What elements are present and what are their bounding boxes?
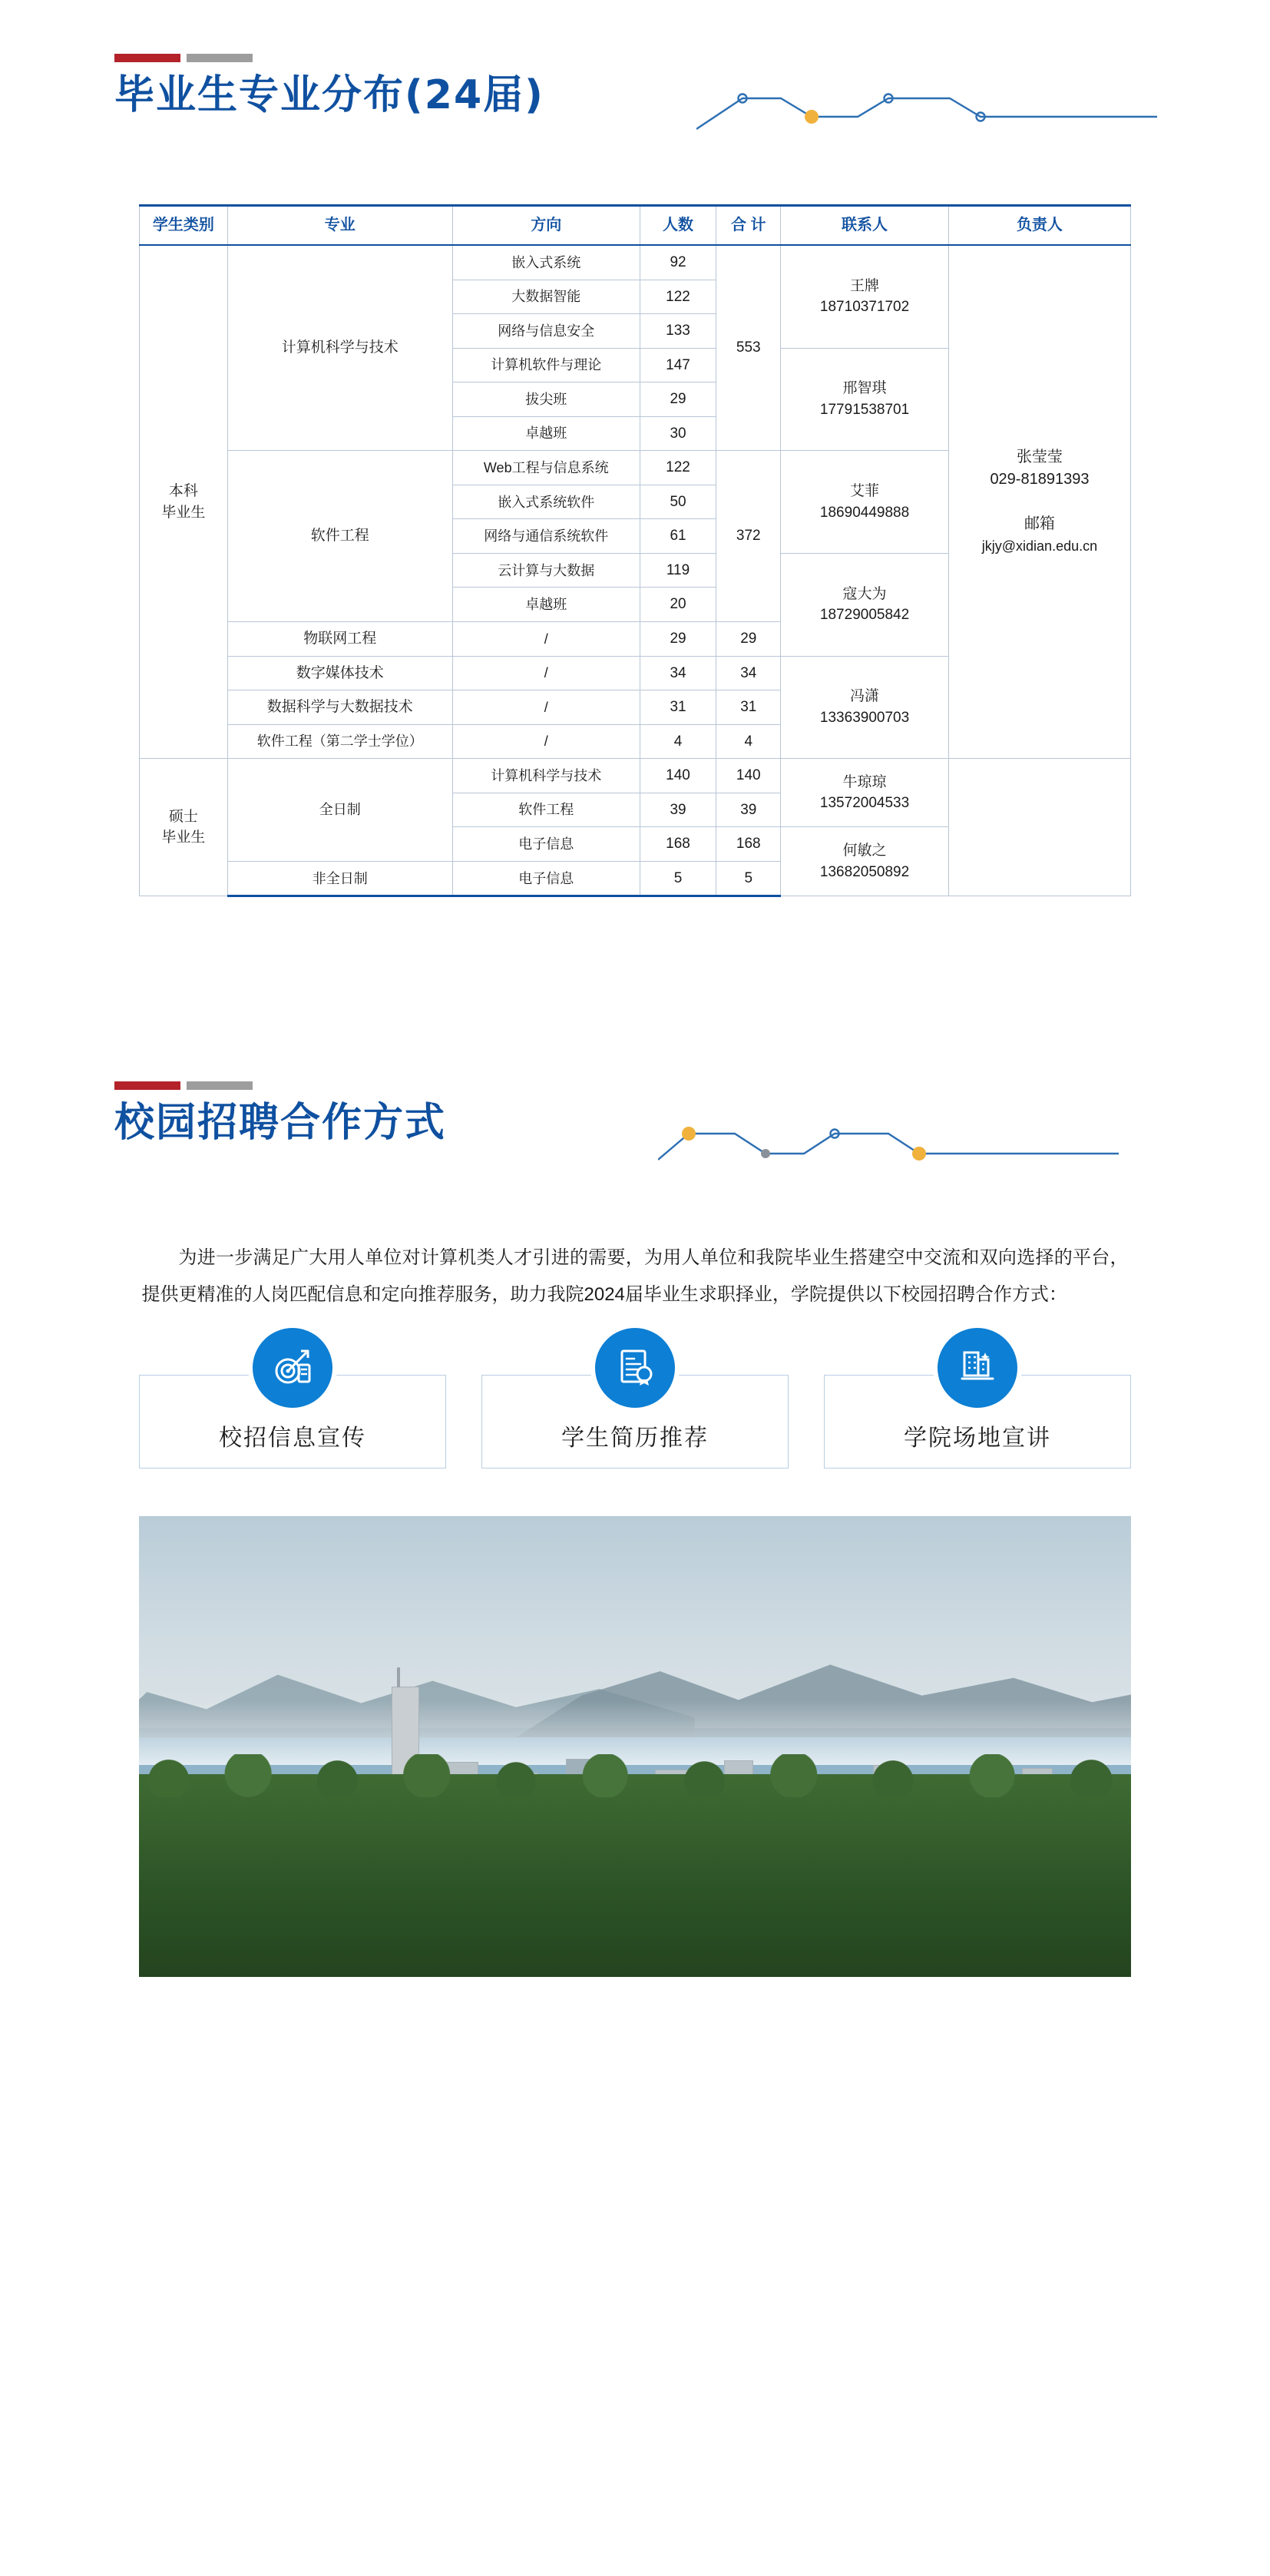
cell-mode-parttime: 非全日制 bbox=[227, 861, 452, 896]
cell-owner bbox=[948, 245, 1130, 759]
target-megaphone-icon bbox=[253, 1328, 332, 1408]
owner-mail: jkjy@xidian.edu.cn bbox=[981, 538, 1098, 555]
cell-major-se2: 软件工程（第二学士学位） bbox=[227, 724, 452, 759]
cell-major-ds: 数据科学与大数据技术 bbox=[227, 690, 452, 725]
owner-name: 张莹莹 bbox=[1016, 449, 1063, 466]
section-cooperation-header bbox=[90, 1074, 1180, 1197]
cell-count: 39 bbox=[640, 793, 716, 827]
contact-phone: 18710371702 bbox=[819, 299, 910, 316]
cell-count: 20 bbox=[640, 588, 716, 622]
accent-bar-red bbox=[114, 1081, 180, 1090]
cell-total: 4 bbox=[716, 724, 781, 759]
table-row bbox=[140, 759, 1131, 793]
cell-major: 电子信息 bbox=[452, 827, 640, 862]
cooperation-card-1-label: 校招信息宣传 bbox=[219, 1425, 366, 1452]
cell-direction: 云计算与大数据 bbox=[452, 553, 640, 588]
accent-bar-gray bbox=[187, 1081, 253, 1090]
cell-count: 29 bbox=[640, 622, 716, 657]
cell-mode-fulltime: 全日制 bbox=[227, 759, 452, 862]
contact-phone: 18729005842 bbox=[819, 607, 910, 624]
cell-contact-1 bbox=[781, 245, 949, 348]
cell-direction: / bbox=[452, 724, 640, 759]
majors-table-container bbox=[139, 204, 1131, 897]
cell-direction: 网络与信息安全 bbox=[452, 314, 640, 349]
cell-direction: Web工程与信息系统 bbox=[452, 451, 640, 485]
category-line-2: 毕业生 bbox=[161, 504, 206, 521]
majors-table-body bbox=[140, 245, 1131, 896]
contact-phone: 17791538701 bbox=[819, 401, 910, 418]
cooperation-card-1[interactable] bbox=[139, 1375, 446, 1468]
th-owner: 负责人 bbox=[948, 206, 1130, 246]
cell-count: 50 bbox=[640, 485, 716, 519]
cell-major: 电子信息 bbox=[452, 861, 640, 896]
table-header-row bbox=[140, 206, 1131, 246]
cell-count: 29 bbox=[640, 382, 716, 417]
cell-total: 168 bbox=[716, 827, 781, 862]
majors-table bbox=[139, 204, 1131, 897]
cell-direction: / bbox=[452, 690, 640, 725]
cell-direction: 网络与通信系统软件 bbox=[452, 519, 640, 554]
cell-count: 168 bbox=[640, 827, 716, 862]
cell-contact-5 bbox=[781, 656, 949, 759]
section-cooperation bbox=[90, 1074, 1180, 1977]
cell-direction: 嵌入式系统 bbox=[452, 245, 640, 280]
cooperation-card-2[interactable] bbox=[481, 1375, 789, 1468]
section-cooperation-title: 校园招聘合作方式 bbox=[114, 1100, 447, 1147]
table-row bbox=[140, 245, 1131, 280]
cell-count: 4 bbox=[640, 724, 716, 759]
contact-phone: 13682050892 bbox=[819, 863, 910, 880]
cell-major: 计算机科学与技术 bbox=[452, 759, 640, 793]
cell-count: 34 bbox=[640, 656, 716, 690]
cooperation-cards bbox=[139, 1375, 1131, 1468]
cell-count: 61 bbox=[640, 519, 716, 554]
cell-count: 133 bbox=[640, 314, 716, 349]
contact-name: 邢智琪 bbox=[842, 380, 887, 397]
th-category: 学生类别 bbox=[140, 206, 228, 246]
cell-total: 29 bbox=[716, 622, 781, 657]
section-majors bbox=[90, 0, 1180, 897]
th-major: 专业 bbox=[227, 206, 452, 246]
cell-direction: 计算机软件与理论 bbox=[452, 348, 640, 382]
cell-direction: 卓越班 bbox=[452, 588, 640, 622]
cell-count: 140 bbox=[640, 759, 716, 793]
cell-owner-blank bbox=[948, 759, 1130, 896]
cell-total: 31 bbox=[716, 690, 781, 725]
cell-count: 122 bbox=[640, 280, 716, 314]
campus-photo bbox=[139, 1516, 1131, 1977]
owner-phone: 029-81891393 bbox=[990, 471, 1090, 488]
contact-name: 何敏之 bbox=[842, 843, 887, 859]
cooperation-card-3[interactable] bbox=[824, 1375, 1131, 1468]
cell-count: 119 bbox=[640, 553, 716, 588]
contact-name: 牛琼琼 bbox=[842, 773, 887, 790]
cell-major-cs: 计算机科学与技术 bbox=[227, 245, 452, 451]
contact-name: 王牌 bbox=[850, 277, 880, 294]
cell-direction: / bbox=[452, 622, 640, 657]
photo-trees bbox=[139, 1774, 1131, 1977]
cell-major-se: 软件工程 bbox=[227, 451, 452, 622]
accent-bar-gray bbox=[187, 54, 253, 62]
majors-table-head bbox=[140, 206, 1131, 246]
cell-count: 92 bbox=[640, 245, 716, 280]
th-count: 人数 bbox=[640, 206, 716, 246]
contact-phone: 18690449888 bbox=[819, 504, 910, 521]
cell-direction: 拔尖班 bbox=[452, 382, 640, 417]
cell-major-iot: 物联网工程 bbox=[227, 622, 452, 657]
cell-major: 软件工程 bbox=[452, 793, 640, 827]
section-majors-title: 毕业生专业分布(24届) bbox=[114, 72, 544, 118]
contact-name: 冯潇 bbox=[850, 688, 880, 705]
category-line-1: 本科 bbox=[168, 483, 198, 500]
cooperation-card-2-label: 学生简历推荐 bbox=[561, 1425, 709, 1452]
cell-total: 5 bbox=[716, 861, 781, 896]
accent-bar-red bbox=[114, 54, 180, 62]
campus-building-icon bbox=[938, 1328, 1017, 1408]
cell-contact-2 bbox=[781, 348, 949, 451]
cell-count: 147 bbox=[640, 348, 716, 382]
cell-direction: / bbox=[452, 656, 640, 690]
heading-accent-bars bbox=[114, 54, 1180, 62]
cell-total: 39 bbox=[716, 793, 781, 827]
cell-direction: 卓越班 bbox=[452, 416, 640, 451]
cell-direction: 嵌入式系统软件 bbox=[452, 485, 640, 519]
heading-node-decoration bbox=[696, 83, 1157, 137]
contact-phone: 13572004533 bbox=[819, 795, 910, 812]
cell-contact-4 bbox=[781, 553, 949, 656]
cell-total: 34 bbox=[716, 656, 781, 690]
th-total: 合 计 bbox=[716, 206, 781, 246]
section-majors-header bbox=[90, 46, 1180, 169]
contact-name: 艾菲 bbox=[850, 483, 880, 500]
heading-accent-bars-2 bbox=[114, 1081, 1180, 1090]
cell-total: 140 bbox=[716, 759, 781, 793]
resume-document-icon bbox=[595, 1328, 675, 1408]
cell-contact-6 bbox=[781, 759, 949, 827]
th-contact: 联系人 bbox=[781, 206, 949, 246]
cooperation-card-3-label: 学院场地宣讲 bbox=[904, 1425, 1051, 1452]
contact-phone: 13363900703 bbox=[819, 709, 910, 726]
cooperation-paragraph: 为进一步满足广大用人单位对计算机类人才引进的需要，为用人单位和我院毕业生搭建空中交流和双向选择的平台，提供更精准的人岗匹配信息和定向推荐服务，助力我院2024届毕业生求职择业，学院提供以下校园招聘合作方式： bbox=[141, 1247, 1129, 1306]
cell-count: 30 bbox=[640, 416, 716, 451]
cell-total-se: 372 bbox=[716, 451, 781, 622]
cell-category-master bbox=[140, 759, 228, 896]
cell-total-cs: 553 bbox=[716, 245, 781, 451]
cell-contact-3 bbox=[781, 451, 949, 554]
contact-name: 寇大为 bbox=[842, 585, 887, 602]
cell-major-dmt: 数字媒体技术 bbox=[227, 656, 452, 690]
th-direction: 方向 bbox=[452, 206, 640, 246]
cell-contact-7 bbox=[781, 827, 949, 896]
heading-node-decoration-2 bbox=[658, 1111, 1119, 1164]
cell-direction: 大数据智能 bbox=[452, 280, 640, 314]
cell-count: 31 bbox=[640, 690, 716, 725]
category-line-1: 硕士 bbox=[168, 808, 198, 825]
category-line-2: 毕业生 bbox=[161, 829, 206, 846]
owner-mail-label: 邮箱 bbox=[1024, 515, 1055, 533]
cell-category-undergrad bbox=[140, 245, 228, 759]
cell-count: 5 bbox=[640, 861, 716, 896]
cell-count: 122 bbox=[640, 451, 716, 485]
